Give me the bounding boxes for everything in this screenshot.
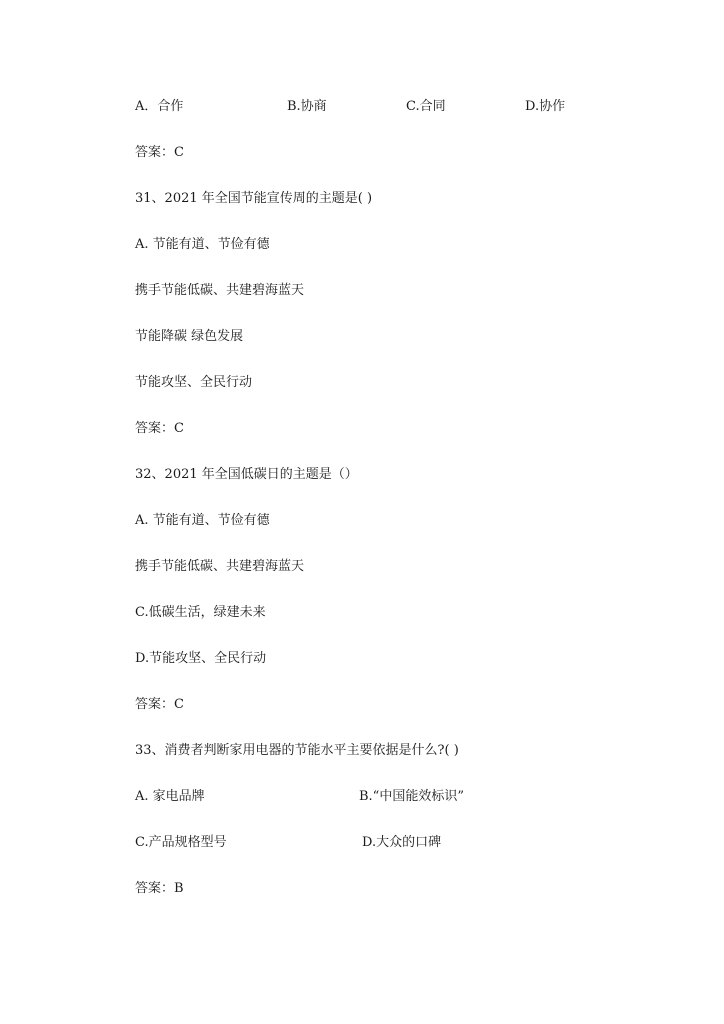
q33-option-b: B.“中国能效标识” [359,789,464,804]
q30-option-b: B.协商 [287,99,327,114]
q31-answer: 答案：C [135,421,184,436]
q33-option-d: D.大众的口碑 [362,835,442,850]
q30-option-d: D.协作 [525,99,566,114]
q30-answer: 答案：C [135,145,184,160]
q31-option-b: 携手节能低碳、共建碧海蓝天 [135,283,305,298]
q32-option-c: C.低碳生活，绿建未来 [135,605,266,620]
q31-option-a: A. 节能有道、节俭有德 [135,237,270,252]
q33-answer: 答案：B [135,881,184,896]
q31-option-c: 节能降碳 绿色发展 [135,329,244,344]
q32-option-b: 携手节能低碳、共建碧海蓝天 [135,559,305,574]
q31-question: 31、2021 年全国节能宣传周的主题是( ) [135,191,373,206]
q32-option-d: D.节能攻坚、全民行动 [135,651,267,666]
q30-option-c: C.合同 [406,99,446,114]
q32-option-a: A. 节能有道、节俭有德 [135,513,270,528]
q33-option-c: C.产品规格型号 [135,835,227,850]
q32-question: 32、2021 年全国低碳日的主题是（） [135,467,358,482]
q32-answer: 答案：C [135,697,184,712]
q31-option-d: 节能攻坚、全民行动 [135,375,253,390]
q33-question: 33、消费者判断家用电器的节能水平主要依据是什么?( ) [135,743,459,758]
q33-option-a: A. 家电品牌 [135,789,205,804]
q30-option-a: A．合作 [135,99,184,114]
